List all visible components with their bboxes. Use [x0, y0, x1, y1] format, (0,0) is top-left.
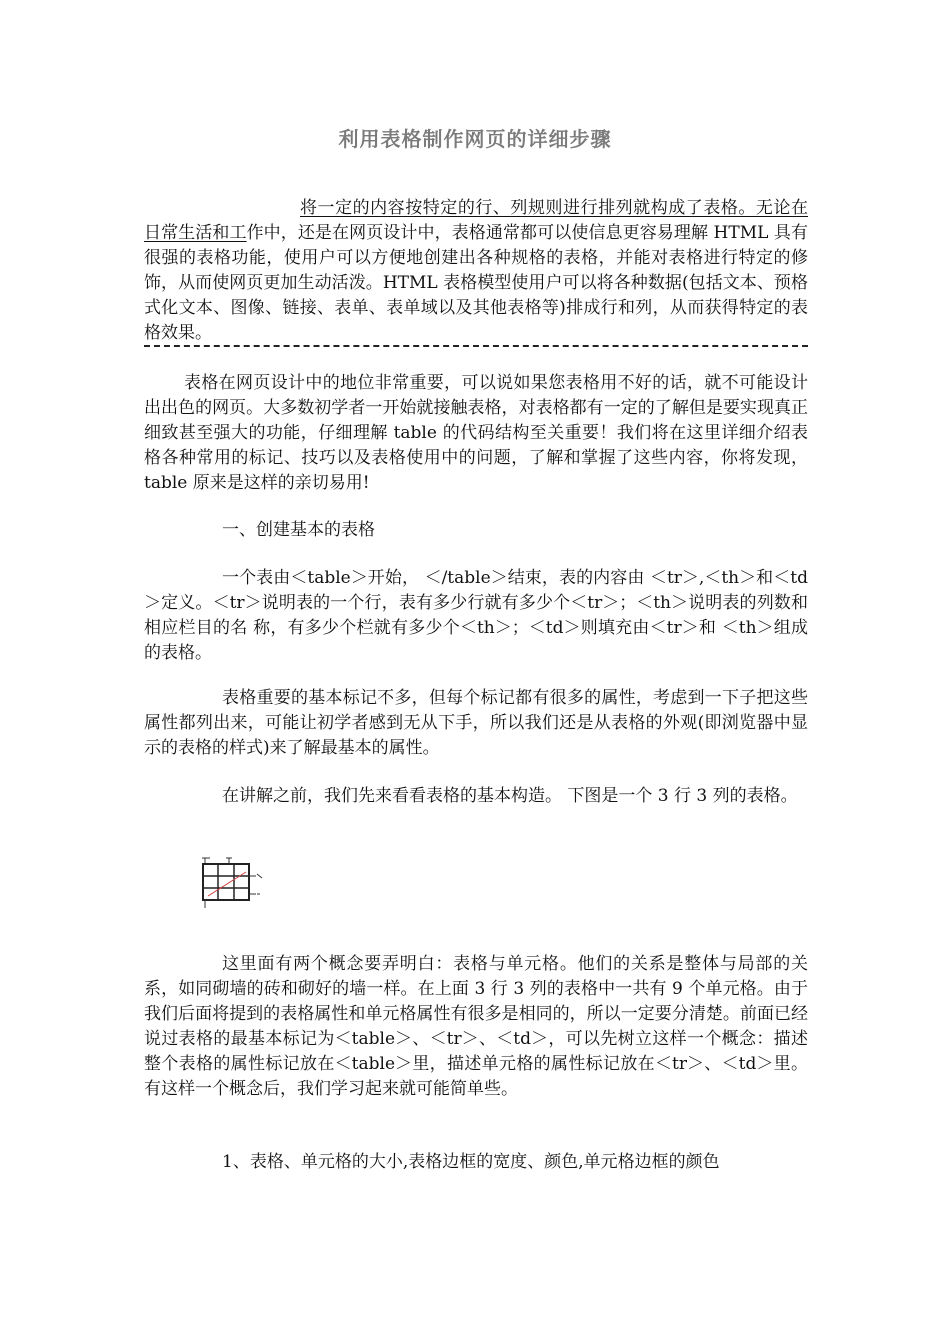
- paragraph-table-vs-cell: 这里面有两个概念要弄明白：表格与单元格。他们的关系是整体与局部的关系，如同砌墙的砖和砌好的墙一样。在上面 3 行 3 列的表格中一共有 9 个单元格。由于我们后面将提到的表格属性和单元格属性有很多是相同的，所以一定要分清楚。前面已经说过表格的最基本标记为＜table＞、＜tr＞、＜td＞，可以先树立这样一个概念：描述整个表格的属性标记放在＜table＞里，描述单元格的属性标记放在＜tr＞、＜td＞里。 有这样一个概念后，我们学习起来就可能简单些。: [144, 954, 808, 1099]
- paragraph-attributes: 表格重要的基本标记不多，但每个标记都有很多的属性，考虑到一下子把这些属性都列出来，可能让初学者感到无从下手，所以我们还是从表格的外观(即浏览器中显示的表格的样式)来了解最基本的属性。: [144, 688, 808, 758]
- paragraph-importance: 表格在网页设计中的地位非常重要，可以说如果您表格用不好的话，就不可能设计出出色的网页。大多数初学者一开始就接触表格，对表格都有一定的了解但是要实现真正细致甚至强大的功能，仔细理解 table 的代码结构至关重要！我们将在这里详细介绍表格各种常用的标记、技巧以及表格使用中的问题，了解和掌握了这些内容，你将发现，table 原来是这样的亲切易用!: [144, 373, 808, 493]
- dashed-divider: [144, 345, 808, 347]
- page-title: 利用表格制作网页的详细步骤: [338, 127, 612, 151]
- label-mark-right-top: [257, 874, 262, 878]
- intro-text: 作中，还是在网页设计中，表格通常都可以使信息更容易理解 HTML 具有很强的表格功能，使用户可以方便地创建出各种规格的表格，并能对表格进行特定的修饰，从而使网页更加生动活泼。HTML 表格模型使用户可以将各种数据(包括文本、预格式化文本、图像、链接、表单、表单域以及其他表格等)排成行和列，从而获得特定的表格效果。: [144, 223, 809, 343]
- intro-paragraph: [144, 196, 808, 346]
- paragraph-structure-intro: 在讲解之前，我们先来看看表格的基本构造。 下图是一个 3 行 3 列的表格。: [222, 786, 798, 806]
- section-heading-create-table: 一、创建基本的表格: [222, 520, 375, 540]
- table-structure-figure: [196, 852, 268, 914]
- paragraph-table-tags: 一个表由＜table＞开始， ＜/table＞结束，表的内容由 ＜tr＞,＜th＞和＜td＞定义。＜tr＞说明表的一个行，表有多少行就有多少个＜tr＞；＜th＞说明表的列数和相应栏目的名 称，有多少个栏就有多少个＜th＞；＜td＞则填充由＜tr＞和 ＜th＞组成的表格。: [144, 568, 808, 663]
- section-heading-size-border: 1、表格、单元格的大小,表格边框的宽度、颜色,单元格边框的颜色: [222, 1152, 720, 1172]
- intro-underlined-text: 将一定的内容按特定的行、列规则进行排列就构成了表格。无论在日常生活和工: [144, 198, 808, 243]
- table-diagram-svg: [196, 852, 268, 914]
